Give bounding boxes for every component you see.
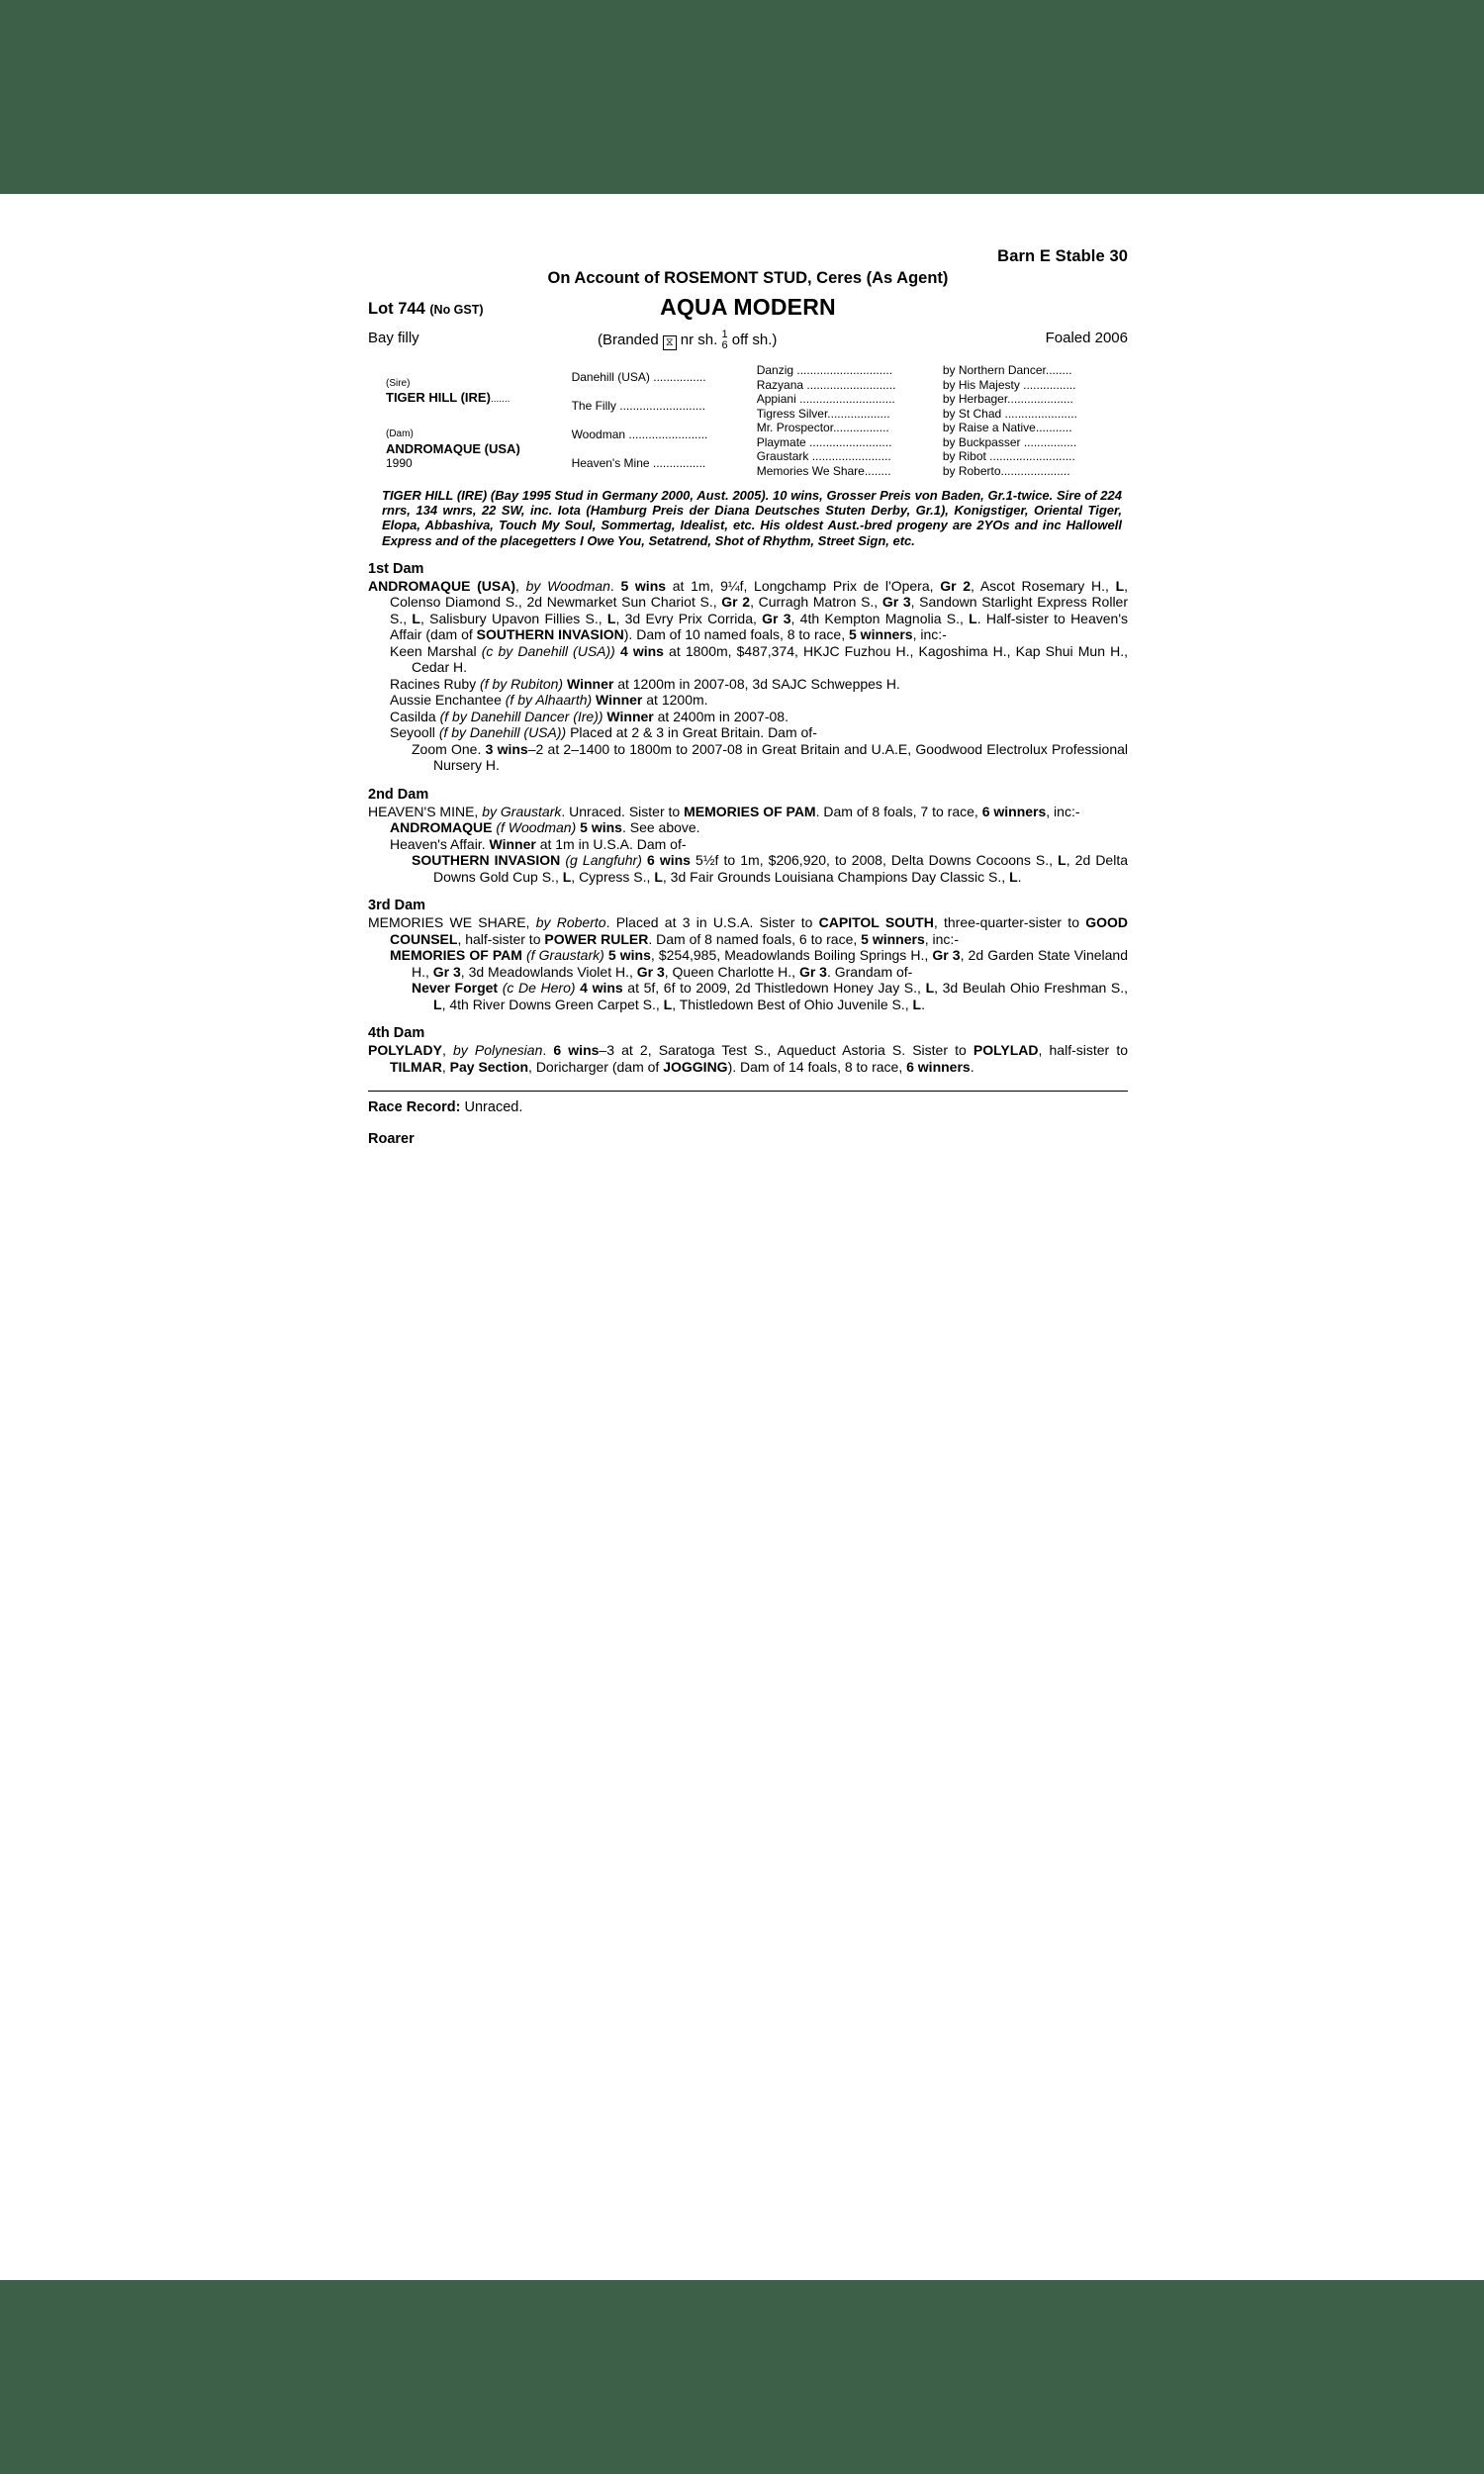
brand-description xyxy=(598,330,777,351)
pedigree-g4: by His Majesty ................ xyxy=(942,377,1076,392)
brand-fraction-numerator: 1 xyxy=(721,329,728,340)
pedigree-paragraph: Seyooll (f by Danehill (USA)) Placed at 2 & 3 in Great Britain. Dam of- xyxy=(390,724,817,741)
sire-name-wrap xyxy=(386,391,572,408)
pedigree-paragraph: HEAVEN'S MINE, by Graustark. Unraced. Sister to MEMORIES OF PAM. Dam of 8 foals, 7 to race, 6 winners, inc:- xyxy=(368,803,1080,819)
bottom-colour-band xyxy=(0,2280,1484,2474)
sire-cell xyxy=(368,363,572,421)
brand-fraction-denominator: 6 xyxy=(721,339,728,351)
lot-number xyxy=(368,300,484,319)
sire-summary: TIGER HILL (IRE) (Bay 1995 Stud in Germany 2000, Aust. 2005). 10 wins, Grosser Preis von Baden, Gr.1-twice. Sire of 224 rnrs, 134 wnrs, 22 SW, inc. Iota (Hamburg Preis der Diana Deutsches Stuten Derby, Gr.1), Konigstiger, Oriental Tiger, Elopa, Abbashiva, Touch My Soul, Sommertag, Idealist, etc. His oldest Aust.-bred progeny are 2YOs and inc Hallowell Express and of the placegetters I Owe You, Setatrend, Shot of Rhythm, Street Sign, etc. xyxy=(382,488,1122,548)
agent-line: On Account of ROSEMONT STUD, Ceres (As Agent) xyxy=(547,269,949,287)
lot-number-text: Lot 744 xyxy=(368,300,425,318)
pedigree-paragraph: SOUTHERN INVASION (g Langfuhr) 6 wins 5½f to 1m, $206,920, to 2008, Delta Downs Cocoons S., L, 2d Delta Downs Gold Cup S., L, Cypress S., L, 3d Fair Grounds Louisiana Champions Day Classic S., L. xyxy=(412,852,1129,885)
brand-near-shoulder: nr sh. xyxy=(680,332,718,348)
vet-note: Roarer xyxy=(368,1131,415,1148)
lot-line xyxy=(368,294,1128,324)
divider xyxy=(368,1091,1128,1092)
brand-symbol-icon: ⧖ xyxy=(663,335,677,350)
dam-sections xyxy=(368,561,1128,1076)
brand-fraction xyxy=(721,330,727,351)
pedigree-g2: Danehill (USA) ................ xyxy=(571,370,706,385)
pedigree-table xyxy=(368,363,1128,478)
section-title: 2nd Dam xyxy=(368,786,429,803)
pedigree-g3: Mr. Prospector................. xyxy=(756,421,889,434)
brand-off-shoulder: off sh.) xyxy=(731,332,778,348)
pedigree-g2: The Filly .......................... xyxy=(571,399,705,414)
section-title: 3rd Dam xyxy=(368,898,426,914)
catalogue-page xyxy=(0,194,1484,2280)
pedigree-g4: by St Chad ...................... xyxy=(942,406,1077,421)
pedigree-g4: by Ribot .......................... xyxy=(942,449,1075,463)
lot-gst-note: (No GST) xyxy=(429,303,484,317)
section-title: 4th Dam xyxy=(368,1025,425,1042)
pedigree-paragraph: Zoom One. 3 wins–2 at 2–1400 to 1800m to 2007-08 in Great Britain and U.A.E, Goodwood Electrolux Professional Nursery H. xyxy=(412,740,1129,774)
race-record-label: Race Record: xyxy=(368,1099,461,1116)
pedigree-g3: Appiani ............................. xyxy=(756,392,895,406)
pedigree-row xyxy=(368,421,1128,435)
pedigree-g3: Tigress Silver................... xyxy=(756,406,890,421)
pedigree-g3: Graustark ........................ xyxy=(756,449,891,463)
pedigree-paragraph: POLYLADY, by Polynesian. 6 wins–3 at 2, Saratoga Test S., Aqueduct Astoria S. Sister to POLYLAD, half-sister to TILMAR, Pay Section, Doricharger (dam of JOGGING). Dam of 14 foals, 8 to race, 6 winners. xyxy=(368,1042,1129,1075)
pedigree-paragraph: Keen Marshal (c by Danehill (USA)) 4 wins at 1800m, $487,374, HKJC Fuzhou H., Kagoshima H., Kap Shui Mun H., Cedar H. xyxy=(390,642,1128,676)
sire-name: TIGER HILL (IRE) xyxy=(386,390,491,405)
pedigree-paragraph: ANDROMAQUE (f Woodman) 5 wins. See above. xyxy=(390,819,700,836)
pedigree-g4: by Raise a Native........... xyxy=(942,421,1072,434)
pedigree-g4: by Roberto..................... xyxy=(942,463,1070,478)
sire-label: (Sire) xyxy=(386,377,411,389)
pedigree-g3: Danzig ............................. xyxy=(756,363,893,377)
race-record xyxy=(368,1099,1128,1115)
pedigree-g2: Heaven's Mine ................ xyxy=(571,456,706,471)
horse-name: AQUA MODERN xyxy=(660,294,836,320)
pedigree-row xyxy=(368,363,1128,378)
foaled-year: Foaled 2006 xyxy=(1045,330,1128,346)
sex-colour: Bay filly xyxy=(368,330,419,346)
pedigree-g4: by Buckpasser ................ xyxy=(942,434,1077,449)
pedigree-paragraph: Racines Ruby (f by Rubiton) Winner at 1200m in 2007-08, 3d SAJC Schweppes H. xyxy=(390,675,900,692)
pedigree-paragraph: MEMORIES WE SHARE, by Roberto. Placed at 3 in U.S.A. Sister to CAPITOL SOUTH, three-quarter-sister to GOOD COUNSEL, half-sister to POWER RULER. Dam of 8 named foals, 6 to race, 5 winners, inc:- xyxy=(368,914,1129,947)
pedigree-paragraph: Casilda (f by Danehill Dancer (Ire)) Winner at 2400m in 2007-08. xyxy=(390,708,788,724)
barn-stable-label: Barn E Stable 30 xyxy=(997,247,1128,265)
pedigree-paragraph: Heaven's Affair. Winner at 1m in U.S.A. Dam of- xyxy=(390,835,687,852)
pedigree-g4: by Northern Dancer........ xyxy=(942,363,1072,377)
section-title: 1st Dam xyxy=(368,560,424,577)
dam-year: 1990 xyxy=(386,456,413,471)
pedigree-paragraph: Never Forget (c De Hero) 4 wins at 5f, 6f to 2009, 2d Thistledown Honey Jay S., L, 3d Beulah Ohio Freshman S., L, 4th River Downs Green Carpet S., L, Thistledown Best of Ohio Juvenile S., L. xyxy=(412,980,1128,1012)
pedigree-paragraph: MEMORIES OF PAM (f Graustark) 5 wins, $254,985, Meadowlands Boiling Springs H., Gr 3, 2d Garden State Vineland H., Gr 3, 3d Meadowlands Violet H., Gr 3, Queen Charlotte H., Gr 3. Grandam of- xyxy=(390,947,1128,980)
race-record-value: Unraced. xyxy=(464,1099,523,1116)
sire-dots: ....... xyxy=(490,394,510,405)
catalogue-sheet xyxy=(368,247,1128,1147)
top-colour-band xyxy=(0,0,1484,194)
dam-label: (Dam) xyxy=(386,428,414,440)
pedigree-g3: Razyana ........................... xyxy=(756,377,896,392)
pedigree-g3: Playmate ......................... xyxy=(756,434,892,449)
pedigree-g3: Memories We Share........ xyxy=(756,463,891,478)
pedigree-paragraph: Aussie Enchantee (f by Alhaarth) Winner at 1200m. xyxy=(390,692,708,709)
dam-name: ANDROMAQUE (USA) xyxy=(386,440,520,456)
pedigree-g2: Woodman ........................ xyxy=(571,428,708,442)
pedigree-g4: by Herbager.................... xyxy=(942,392,1073,406)
description-line xyxy=(368,326,1128,351)
dam-cell xyxy=(368,421,572,478)
pedigree-paragraph: ANDROMAQUE (USA), by Woodman. 5 wins at 1m, 9¼f, Longchamp Prix de l'Opera, Gr 2, Ascot Rosemary H., L, Colenso Diamond S., 2d Newmarket Sun Chariot S., Gr 2, Curragh Matron S., Gr 3, Sandown Starlight Express Roller S., L, Salisbury Upavon Fillies S., L, 3d Evry Prix Corrida, Gr 3, 4th Kempton Magnolia S., L. Half-sister to Heaven's Affair (dam of SOUTHERN INVASION). Dam of 10 named foals, 8 to race, 5 winners, inc:- xyxy=(368,577,1129,643)
branded-prefix: (Branded xyxy=(598,332,659,348)
